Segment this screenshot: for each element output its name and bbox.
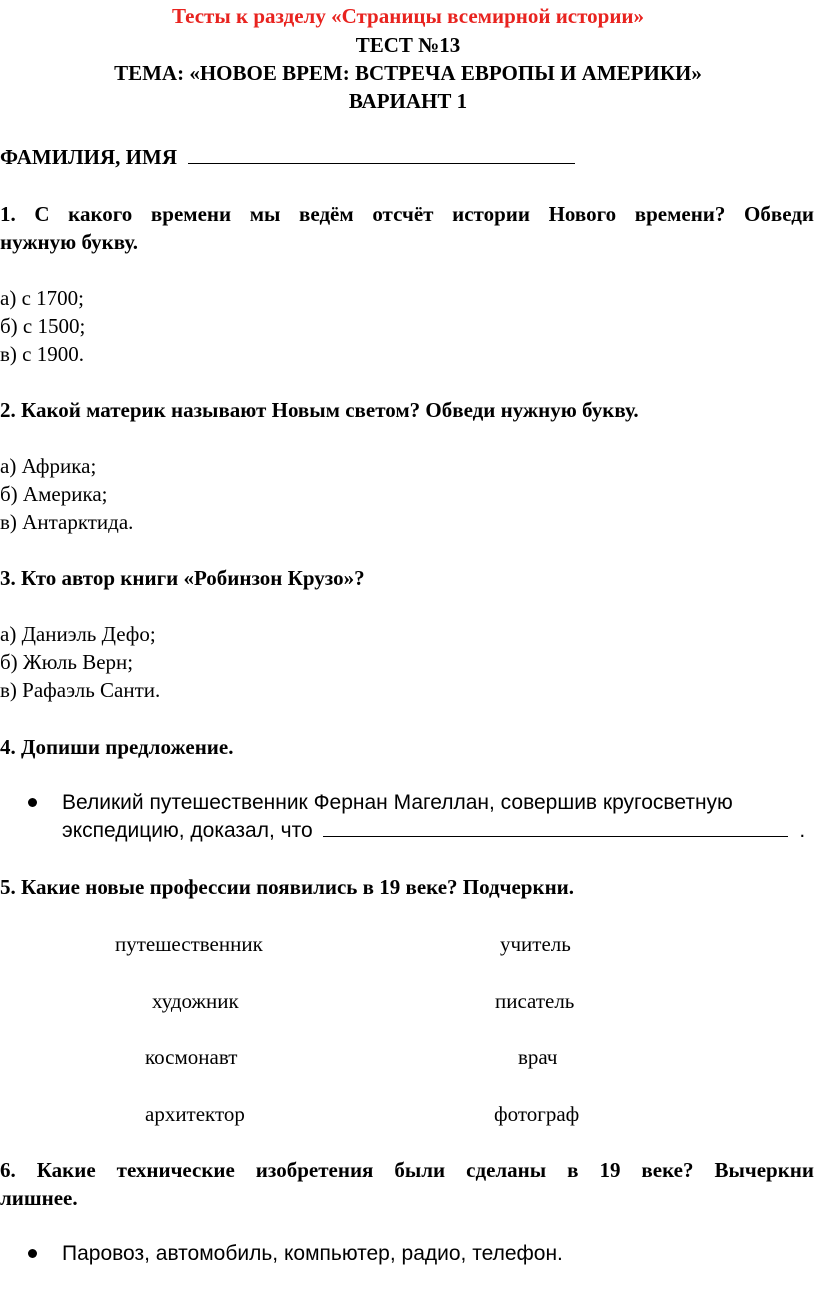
question-4-period: . (799, 819, 806, 842)
question-3-option-a[interactable]: а) Даниэль Дефо; (0, 622, 156, 646)
profession-option[interactable]: путешественник (115, 932, 263, 956)
profession-option[interactable]: космонавт (145, 1045, 238, 1069)
question-6-item-list[interactable]: Паровоз, автомобиль, компьютер, радио, телефон. (62, 1242, 563, 1265)
question-2-option-b[interactable]: б) Америка; (0, 482, 108, 506)
question-4-answer-blank[interactable] (323, 836, 788, 837)
question-2-option-a[interactable]: а) Африка; (0, 454, 97, 478)
question-6-line-1: 6. Какие технические изобретения были сделаны в 19 веке? Вычеркни (0, 1158, 814, 1182)
question-3-text: 3. Кто автор книги «Робинзон Крузо»? (0, 566, 365, 590)
section-title: Тесты к разделу «Страницы всемирной истории» (171, 4, 645, 28)
question-3-option-c[interactable]: в) Рафаэль Санти. (0, 678, 161, 702)
question-2-option-c[interactable]: в) Антарктида. (0, 510, 134, 534)
question-2-text: 2. Какой материк называют Новым светом? Обведи нужную букву. (0, 398, 639, 422)
profession-option[interactable]: архитектор (145, 1102, 245, 1126)
name-label: ФАМИЛИЯ, ИМЯ (0, 145, 178, 169)
bullet-icon (28, 798, 37, 807)
question-6-line-2: лишнее. (0, 1186, 78, 1210)
profession-option[interactable]: учитель (500, 932, 571, 956)
question-4-sentence-start: экспедицию, доказал, что (62, 819, 313, 842)
question-4-sentence-line-1: Великий путешественник Фернан Магеллан, совершив кругосветную (62, 791, 733, 814)
question-1-option-b[interactable]: б) с 1500; (0, 314, 86, 338)
question-4-sentence-line-2 (62, 817, 805, 845)
topic-title: ТЕМА: «НОВОЕ ВРЕМ: ВСТРЕЧА ЕВРОПЫ И АМЕРИКИ» (114, 61, 702, 85)
test-number: ТЕСТ №13 (355, 33, 461, 57)
question-3-option-b[interactable]: б) Жюль Верн; (0, 650, 134, 674)
bullet-icon (28, 1249, 37, 1258)
name-field-row (0, 143, 575, 171)
question-1-option-a[interactable]: а) с 1700; (0, 286, 84, 310)
question-1-line-2: нужную букву. (0, 230, 139, 254)
profession-option[interactable]: писатель (495, 989, 575, 1013)
name-blank-line[interactable] (188, 163, 575, 164)
profession-option[interactable]: врач (518, 1045, 558, 1069)
profession-option[interactable]: фотограф (494, 1102, 580, 1126)
profession-option[interactable]: художник (152, 989, 239, 1013)
question-5-text: 5. Какие новые профессии появились в 19 веке? Подчеркни. (0, 875, 575, 899)
question-4-text: 4. Допиши предложение. (0, 735, 234, 759)
question-1-line-1: 1. С какого времени мы ведём отсчёт истории Нового времени? Обведи (0, 202, 814, 226)
variant-title: ВАРИАНТ 1 (348, 89, 468, 113)
question-1-option-c[interactable]: в) с 1900. (0, 342, 84, 366)
